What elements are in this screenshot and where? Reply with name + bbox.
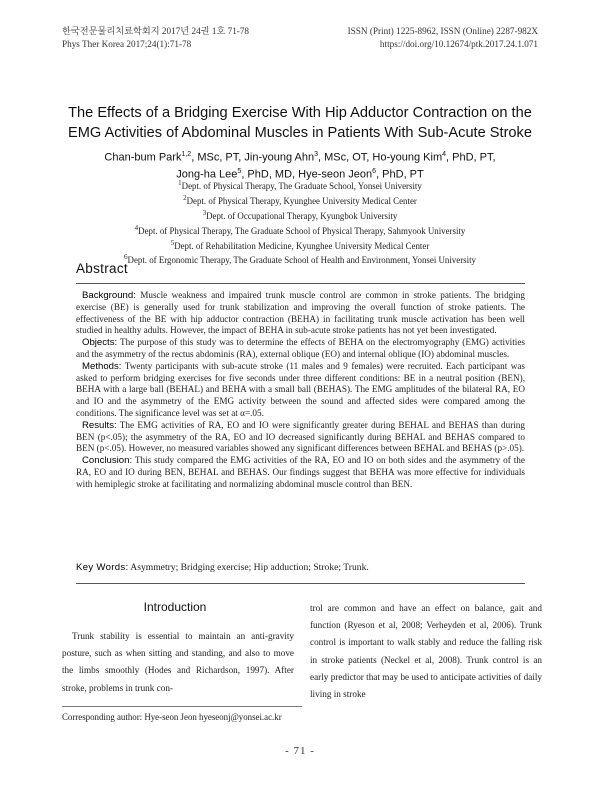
- journal-korean-citation: 한국전문물리치료학회지 2017년 24권 1호 71-78: [62, 26, 250, 36]
- affiliation-mark: 3: [202, 208, 207, 217]
- abstract-top-rule: [76, 283, 525, 284]
- affiliation-mark: 6: [124, 253, 128, 262]
- author-name: Hye-seon Jeon: [298, 168, 373, 181]
- author-affiliation-mark: 3: [314, 151, 319, 158]
- doi-link[interactable]: https://doi.org/10.12674/ptk.2017.24.1.071: [379, 39, 538, 49]
- affiliation-mark: 5: [170, 238, 175, 247]
- affiliation-item: [40, 208, 560, 223]
- abstract-objects: [76, 337, 525, 361]
- abstract-methods: [76, 361, 525, 420]
- author-affiliation-mark: 4: [442, 151, 447, 158]
- author-affiliation-mark: 6: [372, 168, 377, 176]
- journal-english-citation: Phys Ther Korea 2017;24(1):71-78: [62, 39, 192, 49]
- abstract-conclusion: [76, 455, 525, 490]
- affiliation-mark: 1: [178, 179, 182, 187]
- page-number: - 71 -: [285, 745, 315, 757]
- author-degree: , MSc, PT,: [191, 151, 245, 164]
- abstract-label: Background:: [82, 290, 136, 301]
- abstract-background: [76, 290, 525, 337]
- abstract-results: [76, 420, 525, 455]
- footnote-rule: [62, 706, 302, 707]
- affiliation-text: Dept. of Ergonomic Therapy, The Graduate School of Health and Environment, Yonsei University: [127, 255, 476, 266]
- abstract-text: The EMG activities of RA, EO and IO were significantly greater during BEHAL and BEHAS than during BEN (p<.05); the asymmetry of the RA, EO and IO decreased significantly during BEHAL and BEHAS compared to BEN (p<.05). However, no measured variables showed any significant differences between BEHAL and BEHAS (p>.05).: [76, 419, 525, 454]
- affiliation-item: [40, 238, 560, 253]
- corresponding-author-footnote: Corresponding author: Hye-seon Jeon hyeseonj@yonsei.ac.kr: [62, 712, 282, 722]
- author-degree: , MSc, OT,: [318, 151, 373, 164]
- abstract-label: Objects:: [82, 337, 118, 349]
- affiliation-item: [40, 178, 560, 193]
- abstract-label: Conclusion:: [82, 455, 133, 467]
- keywords: [76, 562, 369, 573]
- author-affiliation-mark: 1,2: [181, 151, 192, 158]
- author-degree: , PhD, PT: [376, 168, 424, 181]
- affiliation-text: Dept. of Physical Therapy, The Graduate School of Physical Therapy, Sahmyook University: [138, 225, 466, 236]
- abstract-text: This study compared the EMG activities of the RA, EO and IO on both sides and the asymmetry of the RA, EO and IO during BEN, BEHAL and BEHAS. Our findings suggest that BEHA was more effective for individuals with hemiplegic stroke at facilitating and normalizing abdominal muscle control than BEN.: [76, 455, 525, 489]
- affiliation-text: Dept. of Physical Therapy, The Graduate School, Yonsei University: [181, 180, 422, 191]
- body-column-right: trol are common and have an effect on balance, gait and function (Ryeson et al, 2008; Verheyden et al, 2006). Trunk control is important to walk stably and reduce the falling risk in stroke patients (Neckel et al, 2008). Trunk control is an early predictor that may be used to anticipate activities of daily living in stroke: [310, 603, 542, 700]
- affiliation-mark: 2: [183, 193, 187, 202]
- abstract-heading: Abstract: [76, 261, 128, 276]
- section-heading-introduction: Introduction: [143, 600, 207, 614]
- author-degree: , PhD, MD,: [241, 168, 299, 181]
- keywords-text: Asymmetry; Bridging exercise; Hip adduction; Stroke; Trunk.: [130, 562, 369, 573]
- affiliation-text: Dept. of Rehabilitation Medicine, Kyunghee University Medical Center: [174, 240, 430, 251]
- abstract-text: The purpose of this study was to determine the effects of BEHA on the electromyography (EMG) activities and the asymmetry of the rectus abdominis (RA), external oblique (EO) and internal oblique (IO) abdominal muscles.: [76, 337, 525, 359]
- author-name: Jin-young Ahn: [244, 151, 315, 164]
- author-name: Ho-young Kim: [372, 151, 443, 164]
- body-column-left: Trunk stability is essential to maintain an anti-gravity posture, such as when sitting and standing, and also to move the limbs smoothly (Hodes and Richardson, 1997). After stroke, problems in trunk con-: [62, 631, 294, 693]
- abstract-label: Results:: [82, 419, 117, 431]
- journal-header-right: [348, 25, 538, 51]
- paper-title: [40, 104, 560, 143]
- abstract-label: Methods:: [82, 360, 122, 372]
- affiliation-text: Dept. of Physical Therapy, Kyunghee University Medical Center: [186, 195, 417, 206]
- abstract-text: Muscle weakness and impaired trunk muscle control are common in stroke patients. The bridging exercise (BE) is generally used for trunk stabilization and improving the overall function of stroke patients. The effectiveness of the BE with hip adductor contraction (BEHA) in facilitating trunk muscle activation has been well studied in healthy adults. However, the impact of BEHA in sub-acute stroke patients has not yet been investigated.: [76, 290, 525, 336]
- author-line-1: [40, 148, 560, 165]
- author-name: Jong-ha Lee: [176, 168, 238, 181]
- author-degree: , PhD, PT,: [446, 151, 496, 164]
- abstract-text: Twenty participants with sub-acute stroke (11 males and 9 females) were recruited. Each participant was asked to perform bridging exercises for five seconds under three different conditions: BE in a neutral position (BEN), BEHA with a large ball (BEHAL) and BEHA with a small ball (BEHAS). The EMG amplitudes of the bilateral RA, EO and IO and the asymmetry of the EMG activity between the sound and affected sides were compared among the conditions. The significance level was set at α=.05.: [76, 360, 525, 418]
- keywords-label: Key Words:: [76, 562, 129, 573]
- issn-line: ISSN (Print) 1225-8962, ISSN (Online) 2287-982X: [347, 26, 538, 36]
- author-affiliation-mark: 5: [237, 168, 242, 176]
- paper-title-line-1: The Effects of a Bridging Exercise With Hip Adductor Contraction on the: [68, 105, 532, 121]
- affiliation-mark: 4: [134, 223, 139, 232]
- abstract-bottom-rule: [76, 583, 525, 584]
- affiliation-list: [40, 178, 560, 267]
- abstract-body: [76, 290, 525, 491]
- paper-title-line-2: EMG Activities of Abdominal Muscles in Patients With Sub-Acute Stroke: [68, 124, 532, 141]
- affiliation-text: Dept. of Occupational Therapy, Kyungbok University: [206, 210, 398, 221]
- affiliation-item: [40, 193, 560, 208]
- journal-header-left: [62, 25, 249, 51]
- author-name: Chan-bum Park: [104, 151, 182, 164]
- affiliation-item: [40, 223, 560, 238]
